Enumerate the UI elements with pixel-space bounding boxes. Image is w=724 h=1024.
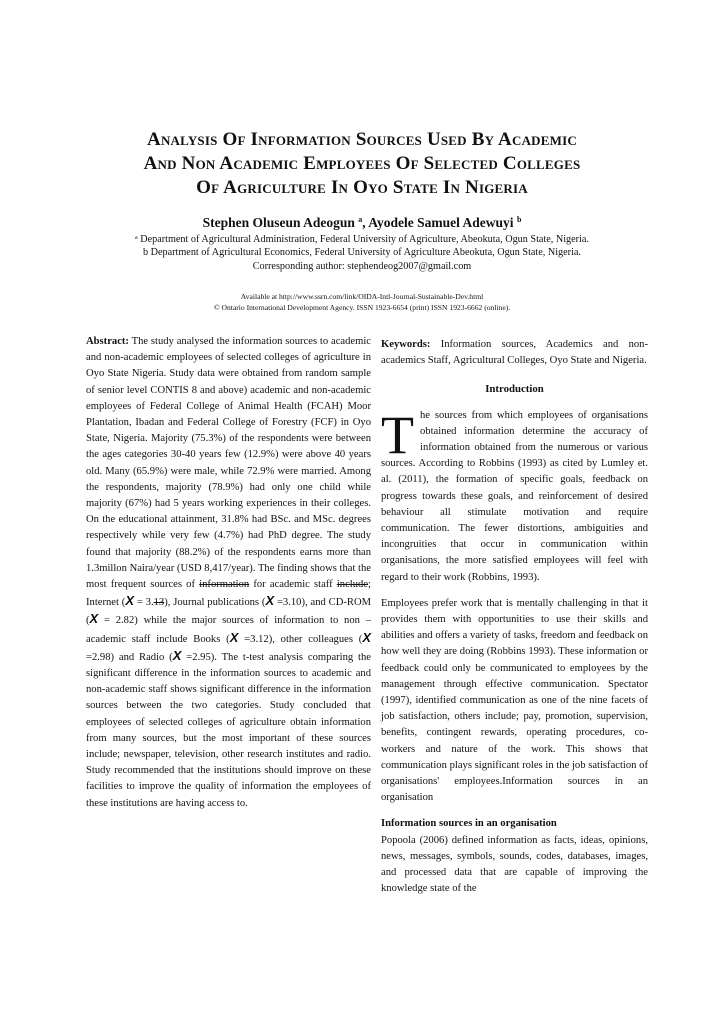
struck-text: information [199,579,250,591]
struck-text: include [336,579,369,591]
mean-symbol: X [265,593,275,609]
affiliation-marker: a [135,235,138,241]
struck-text: 13 [153,597,165,609]
info-sources-paragraph: Popoola (2006) defined information as facts, ideas, opinions, news, messages, symbols, sounds, codes, databases, images, and processed data that are capable of improving the knowledge state of the [381,834,648,895]
affiliation-b: b Department of Agricultural Economics, Federal University of Agriculture Abeokuta, Ogun State, Nigeria. [143,247,581,259]
mean-symbol: X [229,629,239,645]
abstract: Abstract: The study analysed the information sources to academic and non-academic employees of selected colleges of agriculture in Oyo State Nigeria. Study data were obtained from random sample of senior level CONTIS 8 and above) academic and non-academic employees of Federal College of Animal Health (FCAH) Moor Plantation, Ibadan and Federal College of Forestry (FCF) in Oyo State, Nigeria. Majority (75.3%) of the respondents were between the ages categories 30-40 years few (12.9%) were above 40 years old. Many (65.9%) were male, while 72.9% were married. Among the respondents, majority (78.9%) had only one child while majority (67%) had 5 years working experiences in their colleges. On the educational attainment, 31.8% had BSc. and MSc. degrees respectively while very few (4.7%) had PhD degree. The study found that majority (88.2%) of the respondents earns more than 1.3millon Naira/year (USD 8,417/year). The finding shows that the most frequent sources of information for academic staff include; Internet (X = 3.13), Journal publications (X =3.10), and CD-ROM (X = 2.82) while the major sources of information to non – academic staff include Books (X =3.12), other colleagues (X =2.98) and Radio (X =2.95). The t-test analysis comparing the significant difference in the information sources to academic and non-academic staff shows significant difference in the information sources between the two categories. Study concluded that employees of selected colleges of agriculture obtain information from many sources, but the most important of these sources include; newspaper, television, other research institutes and radio. Study recommended that the institutions should improve on these facilities to improve the quality of information the employees of these institutions are having access to. [86,336,372,809]
section-heading-information-sources: Information sources in an organisation [381,818,557,830]
copyright-issn: © Ontario International Development Agency. ISSN 1923-6654 (print) ISSN 1923-6662 (online). [213,302,511,312]
intro-paragraph-2: Employees prefer work that is mentally challenging in that it provides them with opportunities to use their skills and abilities and offers a variety of tasks, freedom and feedback on how well they are doing (Robbins 1993). These information or feedback could only be communicated to employees by the management through effective communication. Spectator (1997), identified communication as one of the nine facets of job satisfaction, others include; pay, promotion, supervision, benefits, contingent rewards, operating procedures, co-workers and nature of the work. This shows that communication plays significant roles in the job satisfaction of organisations' employees.Information sources in an organisation [381,597,648,804]
keywords: Keywords: Information sources, Academics and non-academics Staff, Agricultural Colleges, Oyo State and Nigeria. [381,339,648,367]
mean-symbol: X [172,647,182,663]
availability-url: Available at http://www.ssrn.com/link/OIDA-Intl-Journal-Sustainable-Dev.html [240,292,484,301]
mean-symbol: X [362,629,371,645]
right-column [381,337,648,898]
section-heading-introduction: Introduction [485,383,544,396]
author-name: Stephen Oluseun Adeogun [202,215,355,230]
title-line: And Non Academic Employees Of Selected Colleges [143,153,581,174]
availability-notice [90,292,634,313]
affiliation-a: $^a$ Department of Agricultural Administration, Federal University of Agriculture, Abeokuta, Ogun State, Nigeria. [135,234,589,245]
drop-cap: T [381,404,414,465]
author-name: Ayodele Samuel Adewuyi [368,215,514,230]
paper-title [90,128,634,200]
corresponding-author: Corresponding author: stephendeog2007@gmail.com [252,260,472,272]
affiliation-marker: a [358,215,363,224]
keywords-label: Keywords: [381,339,431,350]
affiliations [80,232,644,273]
left-column [86,334,371,812]
author-list [90,212,634,231]
abstract-label: Abstract: [86,336,129,347]
author-separator: , [362,215,369,230]
affiliation-marker: b [516,215,522,224]
mean-symbol: X [125,593,134,609]
intro-paragraph-1: The sources from which employees of organisations obtained information determine the accuracy of information obtained from the numerous or various sources. According to Robbins (1993) as cited by Lumley et. al. (2011), the formation of specific goals, feedback on progress towards these goals, and reinforcement of desired behaviour all stimulate motivation and require communication. The fewer distortions, ambiguities and incongruities that occur in communication within organisations, the more satisfied employees will feel with regard to their work (Robbins, 1993). [381,404,648,583]
title-line: Analysis Of Information Sources Used By Academic [147,129,577,150]
mean-symbol: X [89,611,99,627]
title-line: Of Agriculture In Oyo State In Nigeria [196,177,528,198]
